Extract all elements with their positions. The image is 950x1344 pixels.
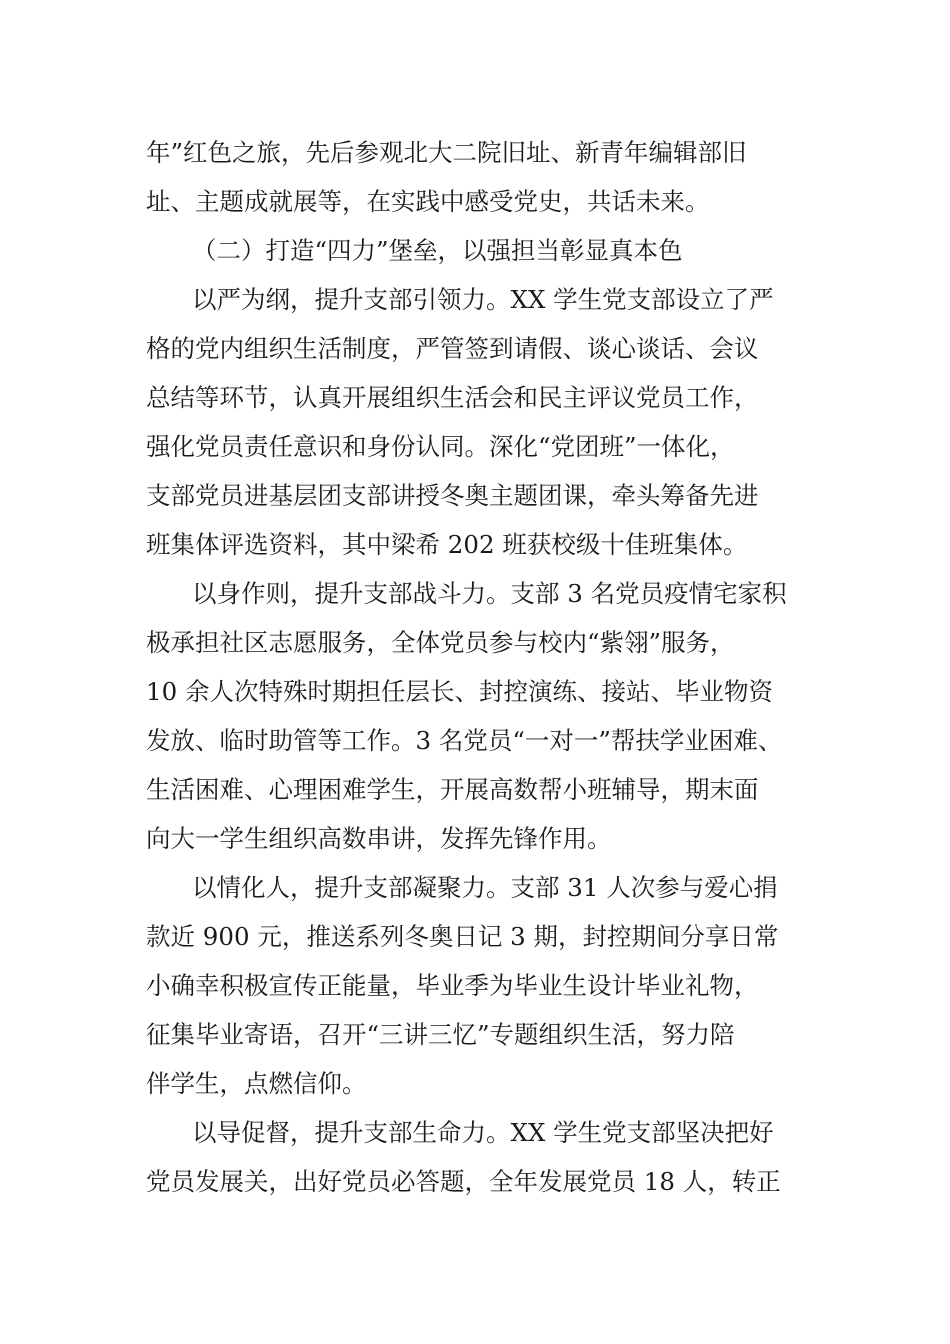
paragraph-first-line: 以严为纲，提升支部引领力。XX 学生党支部设立了严 bbox=[192, 285, 774, 314]
text-line: 生活困难、心理困难学生，开展高数帮小班辅导，期末面 bbox=[146, 775, 759, 804]
text-line: 征集毕业寄语，召开“三讲三忆”专题组织生活，努力陪 bbox=[146, 1020, 735, 1049]
document-body bbox=[146, 128, 806, 1206]
paragraph-first-line: 以身作则，提升支部战斗力。支部 3 名党员疫情宅家积 bbox=[192, 579, 787, 608]
text-line: 极承担社区志愿服务，全体党员参与校内“紫翎”服务， bbox=[146, 628, 735, 657]
text-line: 发放、临时助管等工作。3 名党员“一对一”帮扶学业困难、 bbox=[146, 726, 783, 755]
text-line: 伴学生，点燃信仰。 bbox=[146, 1069, 367, 1098]
text-line: 址、主题成就展等，在实践中感受党史，共话未来。 bbox=[146, 187, 710, 216]
section-heading: （二）打造“四力”堡垒，以强担当彰显真本色 bbox=[192, 236, 683, 265]
text-line: 党员发展关，出好党员必答题，全年发展党员 18 人，转正 bbox=[146, 1167, 781, 1196]
paragraph-first-line: 以导促督，提升支部生命力。XX 学生党支部坚决把好 bbox=[192, 1118, 774, 1147]
text-line: 总结等环节，认真开展组织生活会和民主评议党员工作， bbox=[146, 383, 759, 412]
text-line: 10 余人次特殊时期担任层长、封控演练、接站、毕业物资 bbox=[146, 677, 773, 706]
text-line: 年”红色之旅，先后参观北大二院旧址、新青年编辑部旧 bbox=[146, 138, 747, 167]
text-line: 款近 900 元，推送系列冬奥日记 3 期，封控期间分享日常 bbox=[146, 922, 779, 951]
paragraph-first-line: 以情化人，提升支部凝聚力。支部 31 人次参与爱心捐 bbox=[192, 873, 778, 902]
text-line: 强化党员责任意识和身份认同。深化“党团班”一体化， bbox=[146, 432, 735, 461]
text-line: 班集体评选资料，其中梁希 202 班获校级十佳班集体。 bbox=[146, 530, 748, 559]
text-line: 格的党内组织生活制度，严管签到请假、谈心谈话、会议 bbox=[146, 334, 759, 363]
text-line: 向大一学生组织高数串讲，发挥先锋作用。 bbox=[146, 824, 612, 853]
text-line: 小确幸积极宣传正能量，毕业季为毕业生设计毕业礼物， bbox=[146, 971, 759, 1000]
text-line: 支部党员进基层团支部讲授冬奥主题团课，牵头筹备先进 bbox=[146, 481, 759, 510]
